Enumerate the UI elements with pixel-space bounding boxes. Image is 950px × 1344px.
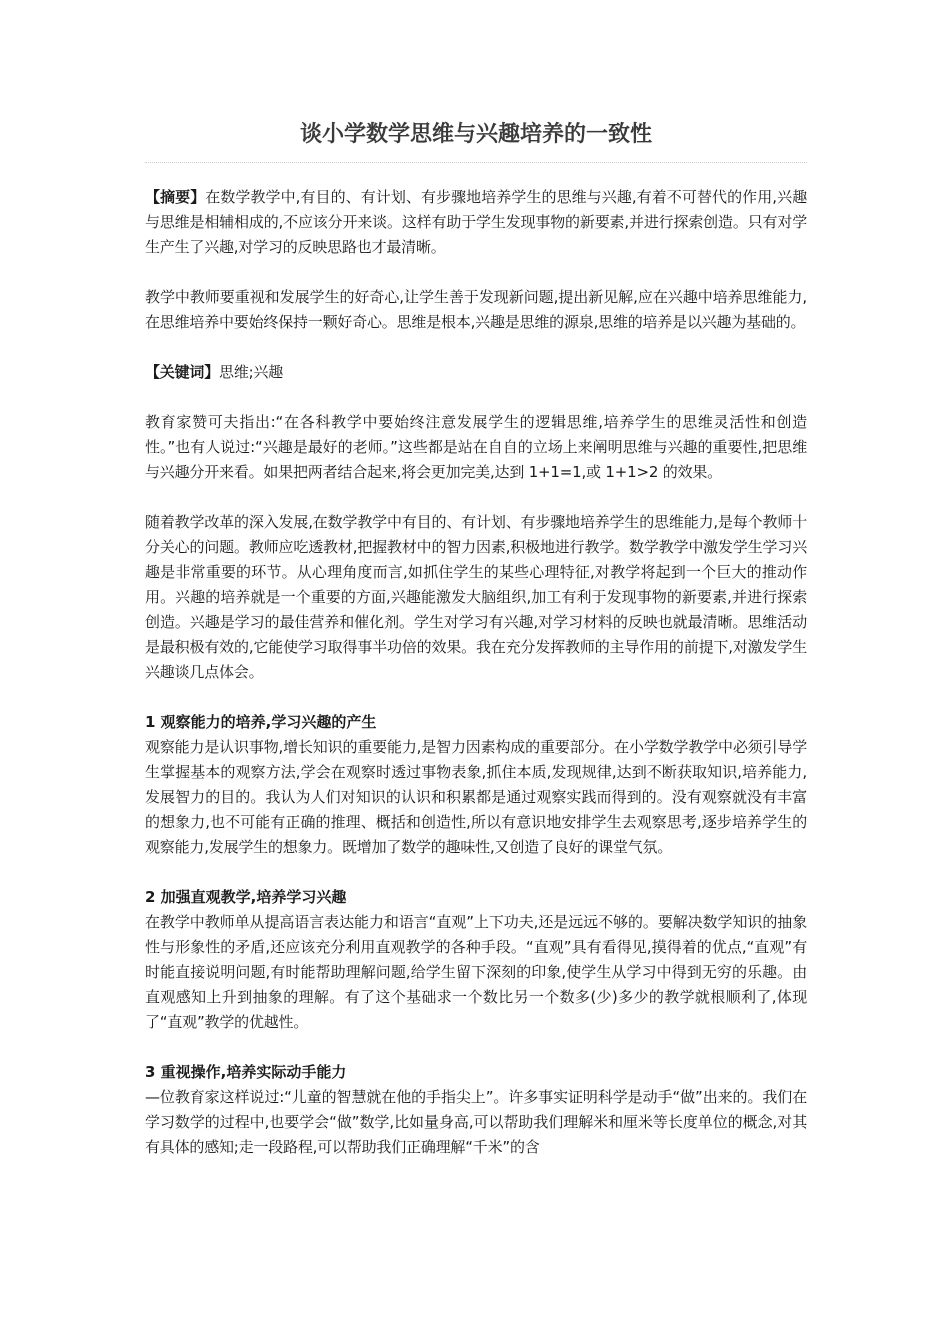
keywords-line — [145, 360, 807, 385]
abstract-label: 【摘要】 — [145, 188, 206, 206]
document-title: 谈小学数学思维与兴趣培养的一致性 — [145, 118, 807, 163]
abstract-text: 在数学教学中,有目的、有计划、有步骤地培养学生的思维与兴趣,有着不可替代的作用,兴趣与思维是相辅相成的,不应该分开来谈。这样有助于学生发现事物的新要素,并进行探索创造。只有对学生产生了兴趣,对学习的反映思路也才最清晰。 — [145, 188, 807, 256]
body-paragraph: 教育家赞可夫指出:“在各科教学中要始终注意发展学生的逻辑思维,培养学生的思维灵活性和创造性。”也有人说过:“兴趣是最好的老师。”这些都是站在自自的立场上来阐明思维与兴趣的重要性,把思维与兴趣分开来看。如果把两者结合起来,将会更加完美,达到 1+1=1,或 1+1>2 的效果。 — [145, 413, 807, 481]
section-text: 在教学中教师单从提高语言表达能力和语言“直观”上下功夫,还是远远不够的。要解决数学知识的抽象性与形象性的矛盾,还应该充分利用直观教学的各种手段。“直观”具有看得见,摸得着的优点,“直观”有时能直接说明问题,有时能帮助理解问题,给学生留下深刻的印象,使学生从学习中得到无穷的乐趣。由直观感知上升到抽象的理解。有了这个基础求一个数比另一个数多(少)多少的教学就根顺利了,体现了“直观”教学的优越性。 — [145, 913, 807, 1031]
document-page — [145, 118, 807, 1160]
body-paragraph: 随着教学改革的深入发展,在数学教学中有目的、有计划、有步骤地培养学生的思维能力,是每个教师十分关心的问题。教师应吃透教材,把握教材中的智力因素,积极地进行教学。数学教学中激发学生学习兴趣是非常重要的环节。从心理角度而言,如抓住学生的某些心理特征,对教学将起到一个巨大的推动作用。兴趣的培养就是一个重要的方面,兴趣能激发大脑组织,加工有利于发现事物的新要素,并进行探索创造。兴趣是学习的最佳营养和催化剂。学生对学习有兴趣,对学习材料的反映也就最清晰。思维活动是最积极有效的,它能使学习取得事半功倍的效果。我在充分发挥教师的主导作用的前提下,对激发学生兴趣谈几点体会。 — [145, 513, 807, 681]
section-text: —位教育家这样说过:“儿童的智慧就在他的手指尖上”。许多事实证明科学是动手“做”出来的。我们在学习数学的过程中,也要学会“做”数学,比如量身高,可以帮助我们理解米和厘米等长度单位的概念,对其有具体的感知;走一段路程,可以帮助我们正确理解“千米”的含 — [145, 1088, 807, 1156]
section-text: 观察能力是认识事物,增长知识的重要能力,是智力因素构成的重要部分。在小学数学教学中必须引导学生掌握基本的观察方法,学会在观察时透过事物表象,抓住本质,发现规律,达到不断获取知识,培养能力,发展智力的目的。我认为人们对知识的认识和积累都是通过观察实践而得到的。没有观察就没有丰富的想象力,也不可能有正确的推理、概括和创造性,所以有意识地安排学生去观察思考,逐步培养学生的观察能力,发展学生的想象力。既增加了数学的趣味性,又创造了良好的课堂气氛。 — [145, 738, 807, 856]
section-heading: 1 观察能力的培养,学习兴趣的产生 — [145, 713, 377, 731]
section-heading: 3 重视操作,培养实际动手能力 — [145, 1063, 347, 1081]
abstract-paragraph — [145, 185, 807, 260]
intro-paragraph: 教学中教师要重视和发展学生的好奇心,让学生善于发现新问题,提出新见解,应在兴趣中培养思维能力,在思维培养中要始终保持一颗好奇心。思维是根本,兴趣是思维的源泉,思维的培养是以兴趣为基础的。 — [145, 288, 807, 331]
keywords-label: 【关键词】 — [145, 363, 220, 381]
section-heading: 2 加强直观教学,培养学习兴趣 — [145, 888, 347, 906]
keywords-text: 思维;兴趣 — [219, 363, 284, 381]
